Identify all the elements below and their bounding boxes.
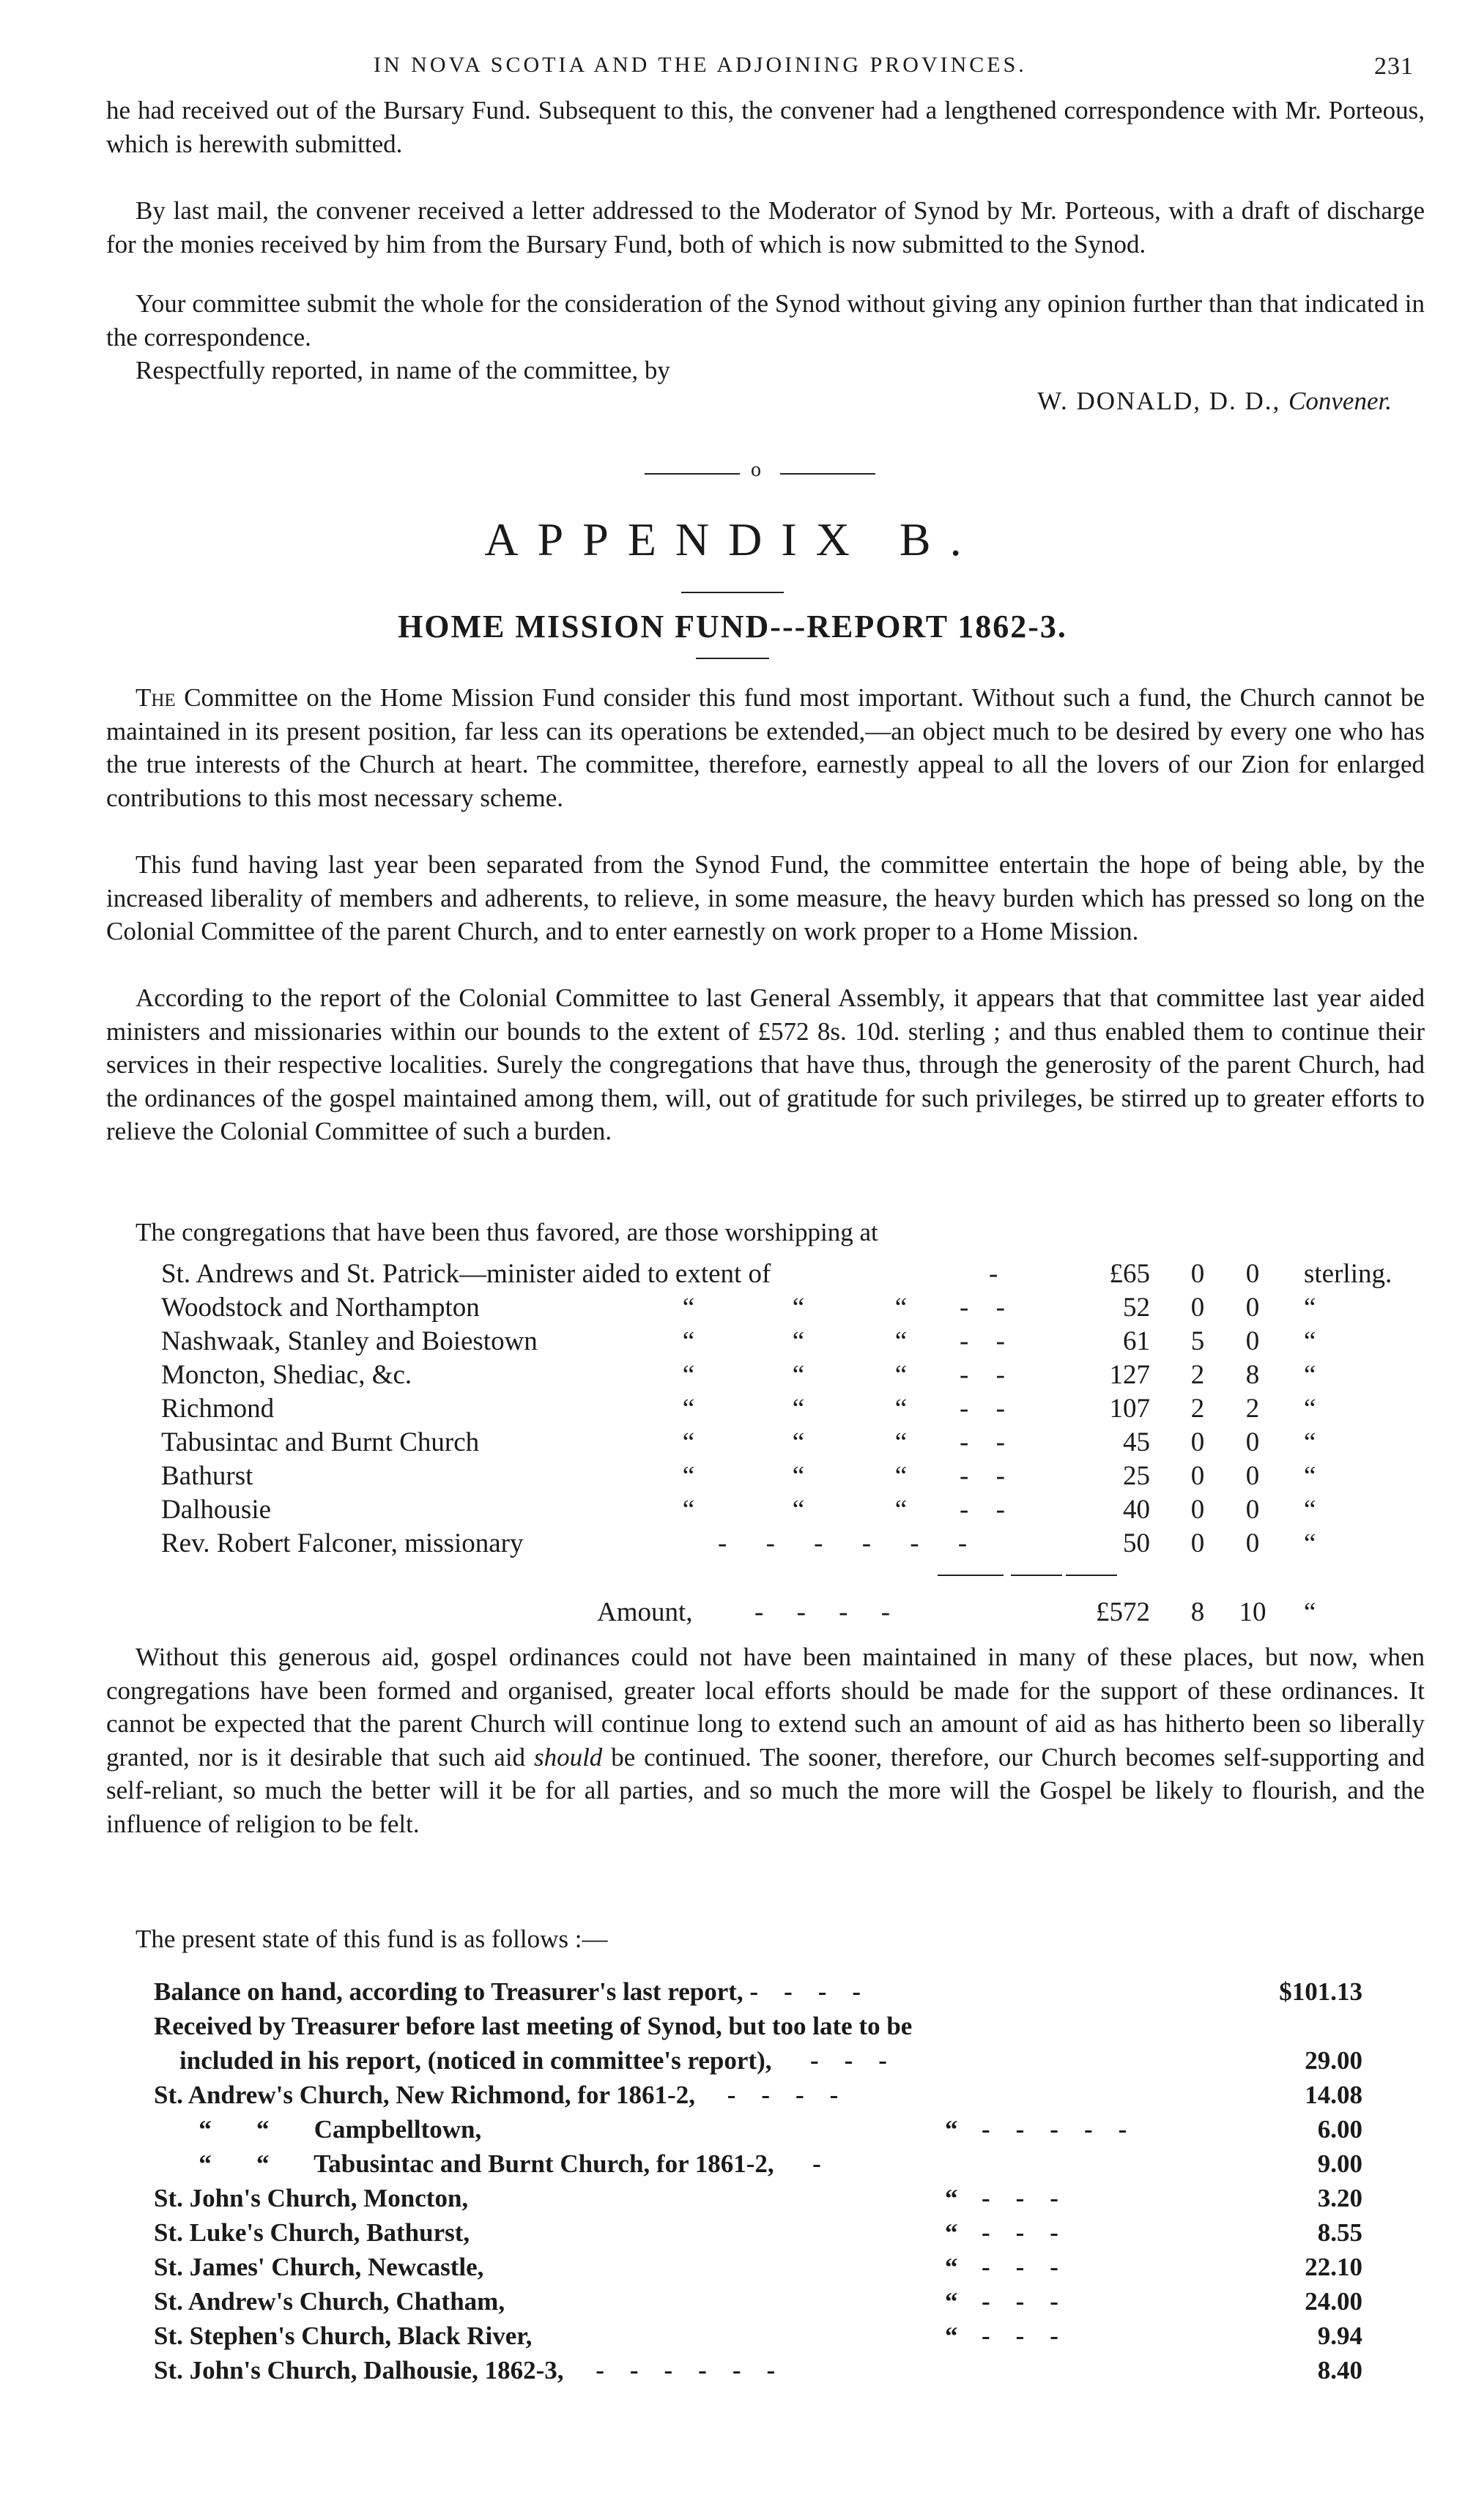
amount-rule-pence [1066, 1575, 1117, 1576]
fund-item-description: St. John's Church, Moncton, [154, 2184, 469, 2212]
ditto-mark: “ [792, 1293, 805, 1323]
after-table-paragraph-1 [106, 1640, 1425, 1840]
fund-state-table [154, 1977, 1362, 2390]
fund-item-description: St. Stephen's Church, Black River, [154, 2322, 533, 2350]
fund-table-row [154, 2149, 1362, 2184]
aid-total-row [161, 1597, 1406, 1633]
congregation-name: St. Andrews and St. Patrick—minister aided to extent of [161, 1259, 771, 1289]
amount-pounds: 52 [1123, 1293, 1150, 1323]
fund-table-row [154, 2218, 1362, 2253]
congregation-name: Richmond [161, 1394, 275, 1424]
ditto-mark: “ [792, 1427, 805, 1457]
appendix-paragraph-4: The congregations that have been thus favored, are those worshipping at [136, 1218, 878, 1246]
leader-dashes: - - - [982, 2218, 1058, 2247]
fund-table-row [154, 2184, 1362, 2218]
ditto-mark: “ [894, 1495, 908, 1525]
currency-note: sterling. [1304, 1259, 1392, 1289]
congregation-name: Tabusintac and Burnt Church [161, 1427, 480, 1457]
bursary-paragraph-2: By last mail, the convener received a letter addressed to the Moderator of Synod by Mr. Porteous, with a draft of discharge for the monies received by him from the Bursary Fund, both of which is now submitted to the Synod. [106, 196, 1425, 259]
congregation-name: Nashwaak, Stanley and Boiestown [161, 1326, 538, 1356]
ditto-mark: “ [792, 1394, 805, 1424]
ditto-mark: “ [682, 1495, 695, 1525]
ditto-mark: “ [682, 1427, 695, 1457]
leader-dashes: - - - [982, 2322, 1058, 2350]
aid-table-row [161, 1494, 1406, 1528]
fund-item-amount: 9.00 [1317, 2149, 1362, 2178]
appendix-paragraph-3: According to the report of the Colonial Committee to last General Assembly, it appears that that committee last year aided ministers and missionaries within our bounds to the extent of £572 8s. 10d. sterling ; and thus enabled them to continue their services in their respective localities. Surely the congregations that have thus, through the generosity of the parent Church, had the ordinances of the gospel maintained among them, will, out of gratitude for such privileges, be stirred up to greater efforts to relieve the Colonial Committee of such a burden. [106, 984, 1425, 1145]
congregation-name: Dalhousie [161, 1495, 272, 1525]
fund-table-row [154, 2012, 1362, 2046]
aid-total-pence: 10 [1239, 1597, 1266, 1627]
leader-dashes: - - [960, 1427, 1015, 1457]
leader-dashes: - - - - - - [718, 1528, 984, 1558]
ditto-mark: “ [792, 1461, 805, 1491]
fund-item-description: St. Andrew's Church, Chatham, [154, 2287, 505, 2316]
fund-table-row [154, 2081, 1362, 2115]
running-head [110, 53, 1414, 82]
amount-pounds: 45 [1123, 1427, 1150, 1457]
fund-item-amount: 3.20 [1317, 2184, 1362, 2212]
amount-shillings: 0 [1190, 1528, 1205, 1558]
amount-pence: 0 [1245, 1259, 1260, 1289]
aid-table-row [161, 1528, 1406, 1561]
section-divider [645, 458, 879, 485]
bursary-paragraph-1: he had received out of the Bursary Fund. Subsequent to this, the convener had a lengthened correspondence with Mr. Porteous, which is herewith submitted. [106, 96, 1425, 158]
ditto-mark: “ [682, 1326, 695, 1356]
aid-table-row [161, 1427, 1406, 1460]
title-rule-2 [696, 658, 769, 659]
ditto-mark: “ [792, 1495, 805, 1525]
leader-dashes: - - [960, 1394, 1015, 1424]
appendix-lead-word: The [136, 683, 176, 712]
fund-item-amount: 6.00 [1317, 2115, 1362, 2144]
aid-total-label: Amount, [597, 1597, 693, 1627]
leader-dashes: - - [960, 1495, 1015, 1525]
ditto-mark: “ [945, 2184, 958, 2212]
amount-pounds: £65 [1109, 1259, 1150, 1289]
congregation-name: Rev. Robert Falconer, missionary [161, 1528, 524, 1558]
ditto-mark: “ [894, 1326, 908, 1356]
fund-item-description: “ “ Campbelltown, [154, 2115, 482, 2144]
fund-item-description: Received by Treasurer before last meeting of Synod, but too late to be [154, 2012, 913, 2040]
aid-total-note: “ [1304, 1597, 1316, 1627]
aid-total-shillings: 8 [1190, 1597, 1205, 1627]
fund-item-amount: 14.08 [1305, 2081, 1362, 2109]
congregation-name: Bathurst [161, 1461, 253, 1491]
fund-table-row [154, 2046, 1362, 2081]
ditto-mark: “ [894, 1461, 908, 1491]
amount-shillings: 5 [1190, 1326, 1205, 1356]
currency-note: “ [1304, 1461, 1316, 1491]
leader-dashes: - - - [982, 2287, 1058, 2316]
fund-table-row [154, 2115, 1362, 2149]
after-table-text-2: be continued. The sooner, therefore, our Church becomes self-supporting and self-reliant, so much the better will it be for all parties, and so much the more will the Gospel be likely to flourish, and the influence of religion to be felt. [106, 1742, 1425, 1838]
fund-item-description: St. Luke's Church, Bathurst, [154, 2218, 470, 2247]
amount-pence: 0 [1245, 1461, 1260, 1491]
currency-note: “ [1304, 1394, 1316, 1424]
currency-note: “ [1304, 1293, 1316, 1323]
ditto-mark: “ [682, 1360, 695, 1390]
ditto-mark: “ [682, 1461, 695, 1491]
amount-pence: 0 [1245, 1528, 1260, 1558]
bursary-paragraph-4: Respectfully reported, in name of the committee, by [136, 356, 670, 384]
fund-item-description: “ “ Tabusintac and Burnt Church, for 1861-2, - [154, 2149, 821, 2178]
currency-note: “ [1304, 1528, 1316, 1558]
leader-dashes: - - [960, 1461, 1015, 1491]
amount-rule-pounds [938, 1575, 1004, 1576]
aid-total-dashes: - - - - [754, 1597, 904, 1627]
leader-dashes: - - [960, 1293, 1015, 1323]
ditto-mark: “ [894, 1427, 908, 1457]
ditto-mark: “ [945, 2218, 958, 2247]
leader-dashes: - - - - - [982, 2115, 1127, 2144]
ditto-mark: “ [945, 2253, 958, 2281]
fund-item-description: included in his report, (noticed in committee's report), - - - [154, 2046, 887, 2075]
amount-shillings: 2 [1190, 1394, 1205, 1424]
ditto-mark: “ [945, 2287, 958, 2316]
fund-item-description: St. Andrew's Church, New Richmond, for 1861-2, - - - - [154, 2081, 839, 2109]
fund-item-description: Balance on hand, according to Treasurer's last report, - - - - [154, 1977, 861, 2006]
fund-item-amount: 29.00 [1305, 2046, 1362, 2075]
leader-dashes: - - [960, 1360, 1015, 1390]
leader-dashes: - - - [982, 2184, 1058, 2212]
title-rule-1 [681, 592, 784, 593]
fund-item-amount: 24.00 [1305, 2287, 1362, 2316]
fund-item-amount: 8.55 [1317, 2218, 1362, 2247]
after-table-paragraph-2: The present state of this fund is as follows :— [136, 1925, 608, 1953]
ditto-mark: “ [945, 2115, 958, 2144]
fund-table-row [154, 2287, 1362, 2322]
ditto-mark: “ [894, 1293, 908, 1323]
ditto-mark: “ [945, 2322, 958, 2350]
after-table-emphasis: should [533, 1742, 603, 1772]
bursary-paragraph-3: Your committee submit the whole for the consideration of the Synod without giving any opinion further than that indicated in the correspondence. [106, 289, 1425, 352]
amount-pence: 0 [1245, 1326, 1260, 1356]
amount-shillings: 0 [1190, 1495, 1205, 1525]
ditto-mark: “ [682, 1394, 695, 1424]
ditto-mark: “ [792, 1326, 805, 1356]
fund-item-description: St. John's Church, Dalhousie, 1862-3, - - - - - - [154, 2356, 776, 2385]
aid-table-row [161, 1326, 1406, 1359]
leader-dashes: - - - [982, 2253, 1058, 2281]
page-number: 231 [1374, 53, 1414, 80]
amount-pence: 0 [1245, 1427, 1260, 1457]
ditto-mark: “ [894, 1360, 908, 1390]
fund-table-row [154, 2356, 1362, 2390]
amount-shillings: 0 [1190, 1293, 1205, 1323]
amount-pence: 0 [1245, 1495, 1260, 1525]
divider-rule-right [780, 473, 875, 475]
appendix-paragraph-1 [106, 681, 1425, 814]
divider-rule-left [645, 473, 740, 475]
aid-table-row [161, 1258, 1406, 1292]
appendix-paragraph-2: This fund having last year been separated from the Synod Fund, the committee entertain the hope of being able, by the increased liberality of members and adherents, to relieve, in some measure, the heavy burden which has pressed so long on the Colonial Committee of the parent Church, and to enter earnestly on work proper to a Home Mission. [106, 850, 1425, 945]
fund-item-amount: $101.13 [1279, 1977, 1362, 2006]
congregation-name: Moncton, Shediac, &c. [161, 1360, 412, 1390]
amount-shillings: 2 [1190, 1360, 1205, 1390]
amount-shillings: 0 [1190, 1461, 1205, 1491]
fund-report-title: HOME MISSION FUND---REPORT 1862-3. [398, 609, 1067, 644]
aid-table-row [161, 1393, 1406, 1427]
convener-signature [1037, 387, 1392, 416]
leader-dashes: - - [960, 1326, 1015, 1356]
congregation-name: Woodstock and Northampton [161, 1293, 480, 1323]
running-head-title: IN NOVA SCOTIA AND THE ADJOINING PROVINCES. [374, 53, 1027, 77]
amount-pounds: 25 [1123, 1461, 1150, 1491]
fund-item-amount: 22.10 [1305, 2253, 1362, 2281]
fund-table-row [154, 2322, 1362, 2356]
amount-pence: 0 [1245, 1293, 1260, 1323]
appendix-title: APPENDIX B. [484, 513, 981, 565]
fund-table-row [154, 2253, 1362, 2287]
aid-total-pounds: £572 [1096, 1597, 1150, 1627]
fund-item-amount: 8.40 [1317, 2356, 1362, 2385]
fund-item-description: St. James' Church, Newcastle, [154, 2253, 484, 2281]
amount-pounds: 50 [1123, 1528, 1150, 1558]
aid-table [161, 1258, 1406, 1561]
amount-shillings: 0 [1190, 1427, 1205, 1457]
amount-pounds: 40 [1123, 1495, 1150, 1525]
amount-pence: 2 [1245, 1394, 1260, 1424]
aid-table-row [161, 1460, 1406, 1494]
amount-pounds: 61 [1123, 1326, 1150, 1356]
aid-table-row [161, 1292, 1406, 1326]
after-table-text-1: Without this generous aid, gospel ordinances could not have been maintained in many of these places, but now, when congregations have been formed and organised, greater local efforts should be made for the support of these ordinances. It cannot be expected that the parent Church will continue long to extend such an amount of aid as has hitherto been so liberally granted, nor is it desirable that such aid [106, 1643, 1425, 1772]
amount-shillings: 0 [1190, 1259, 1205, 1289]
ditto-mark: “ [792, 1360, 805, 1390]
appendix-paragraph-1-text: Committee on the Home Mission Fund consider this fund most important. Without such a fund, the Church cannot be maintained in its present position, far less can its operations be extended,—an object much to be desired by every one who has the true interests of the Church at heart. The committee, therefore, earnestly appeal to all the lovers of our Zion for enlarged contributions to this most necessary scheme. [106, 683, 1425, 812]
leader-dashes: - [989, 1259, 1009, 1289]
currency-note: “ [1304, 1427, 1316, 1457]
signature-name: W. DONALD, D. D., [1037, 387, 1281, 415]
amount-pounds: 107 [1109, 1394, 1150, 1424]
ditto-mark: “ [682, 1293, 695, 1323]
amount-rule-shillings [1011, 1575, 1062, 1576]
divider-ornament: o [751, 458, 761, 481]
aid-table-row [161, 1359, 1406, 1393]
fund-item-amount: 9.94 [1317, 2322, 1362, 2350]
currency-note: “ [1304, 1326, 1316, 1356]
currency-note: “ [1304, 1360, 1316, 1390]
signature-role: Convener. [1288, 387, 1392, 415]
currency-note: “ [1304, 1495, 1316, 1525]
amount-pounds: 127 [1109, 1360, 1150, 1390]
fund-table-row [154, 1977, 1362, 2012]
ditto-mark: “ [894, 1394, 908, 1424]
amount-pence: 8 [1245, 1360, 1260, 1390]
